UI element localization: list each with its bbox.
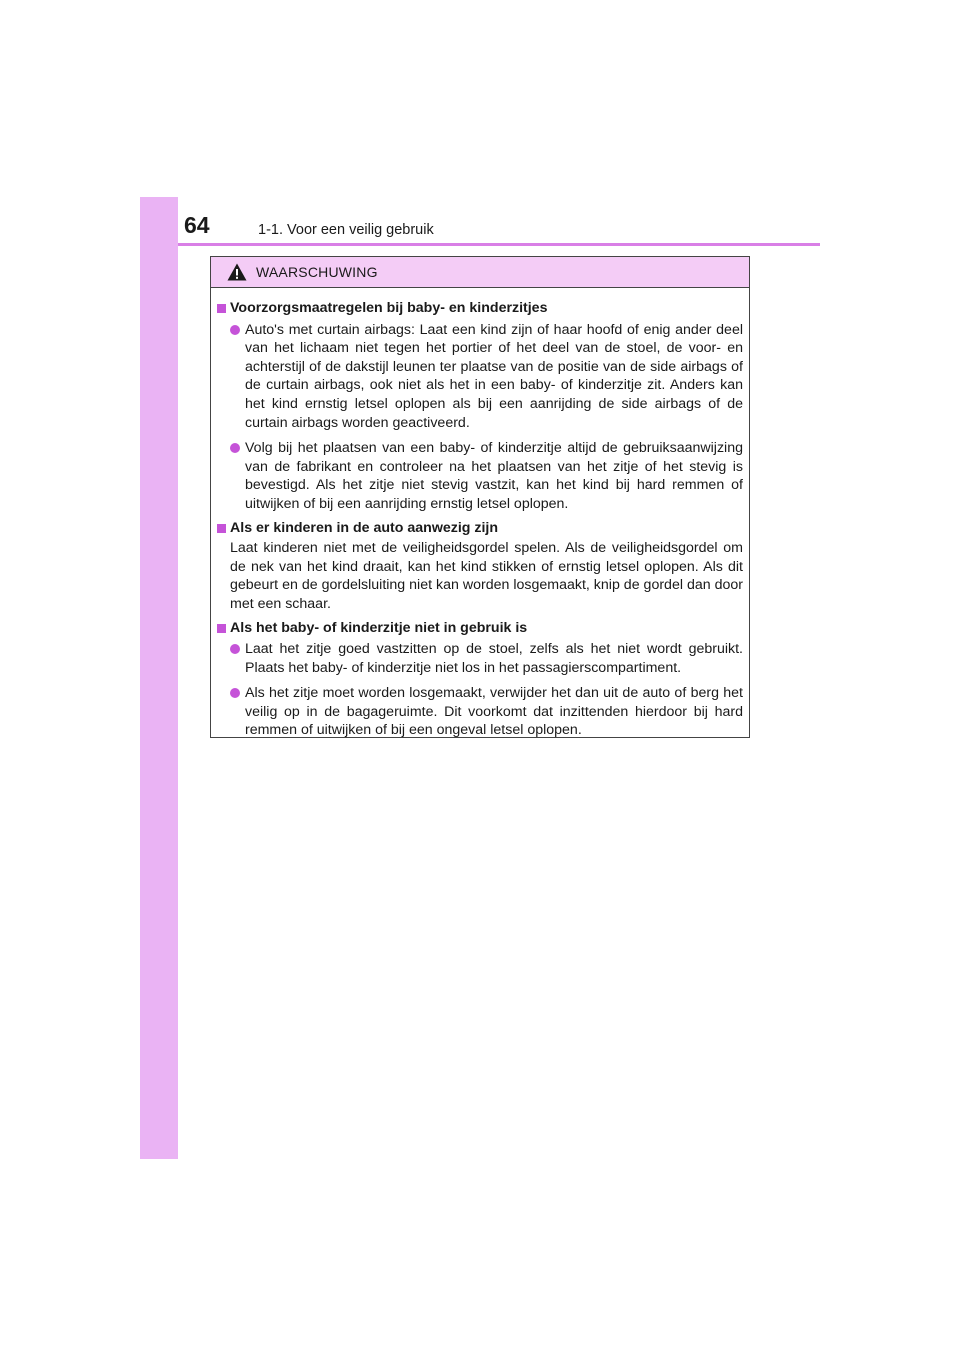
section-heading: Voorzorgsmaatregelen bij baby- en kinderzitjes [217, 299, 743, 318]
warning-title: WAARSCHUWING [256, 264, 378, 280]
round-bullet-icon [230, 325, 240, 335]
square-bullet-icon [217, 304, 226, 313]
page-number: 64 [184, 212, 210, 238]
section-title: 1-1. Voor een veilig gebruik [258, 222, 434, 238]
square-bullet-icon [217, 624, 226, 633]
round-bullet-icon [230, 688, 240, 698]
warning-header [211, 257, 749, 288]
warning-box [210, 256, 750, 738]
square-bullet-icon [217, 524, 226, 533]
warning-icon [227, 263, 247, 281]
round-bullet-icon [230, 443, 240, 453]
list-item: Als het zitje moet worden losgemaakt, verwijder het dan uit de auto of berg het veilig op in de bagageruimte. Dit voorkomt dat inzittenden hierdoor bij hard remmen of uitwijken of bij een ongeval letsel oplopen. [230, 684, 743, 740]
list-item: Auto's met curtain airbags: Laat een kind zijn of haar hoofd of enig ander deel van het lichaam niet tegen het portier of het deel van de stoel, de voor- en achterstijl of de dakstijl leunen ter plaatse van de positie van de side airbags of de curtain airbags, ook niet als het in een baby- of kinderzitje zit. Anders kan het kind ernstig letsel oplopen als bij een aanrijding de side airbags of de curtain airbags worden geactiveerd. [230, 321, 743, 433]
list-item: Volg bij het plaatsen van een baby- of kinderzitje altijd de gebruiksaanwijzing van de fabrikant en controleer na het plaatsen van het zitje of het stevig is bevestigd. Als het zitje niet stevig vastzit, kan het kind bij hard remmen of uitwijken of bij een aanrijding ernstig letsel oplopen. [230, 439, 743, 513]
section-heading: Als het baby- of kinderzitje niet in gebruik is [217, 619, 743, 638]
warning-content [211, 288, 749, 740]
section-paragraph: Laat kinderen niet met de veiligheidsgordel spelen. Als de veiligheidsgordel om de nek van het kind draait, kan het kind stikken of ernstig letsel oplopen. Als dit gebeurt en de gordelsluiting niet kan worden losgemaakt, knip de gordel dan door met een schaar. [230, 540, 743, 612]
list-item: Laat het zitje goed vastzitten op de stoel, zelfs als het niet wordt gebruikt. Plaats het baby- of kinderzitje niet los in het passagierscompartiment. [230, 640, 743, 677]
round-bullet-icon [230, 644, 240, 654]
section-heading: Als er kinderen in de auto aanwezig zijn [217, 519, 743, 538]
side-tab-band [140, 197, 178, 1159]
header-rule [178, 243, 820, 246]
